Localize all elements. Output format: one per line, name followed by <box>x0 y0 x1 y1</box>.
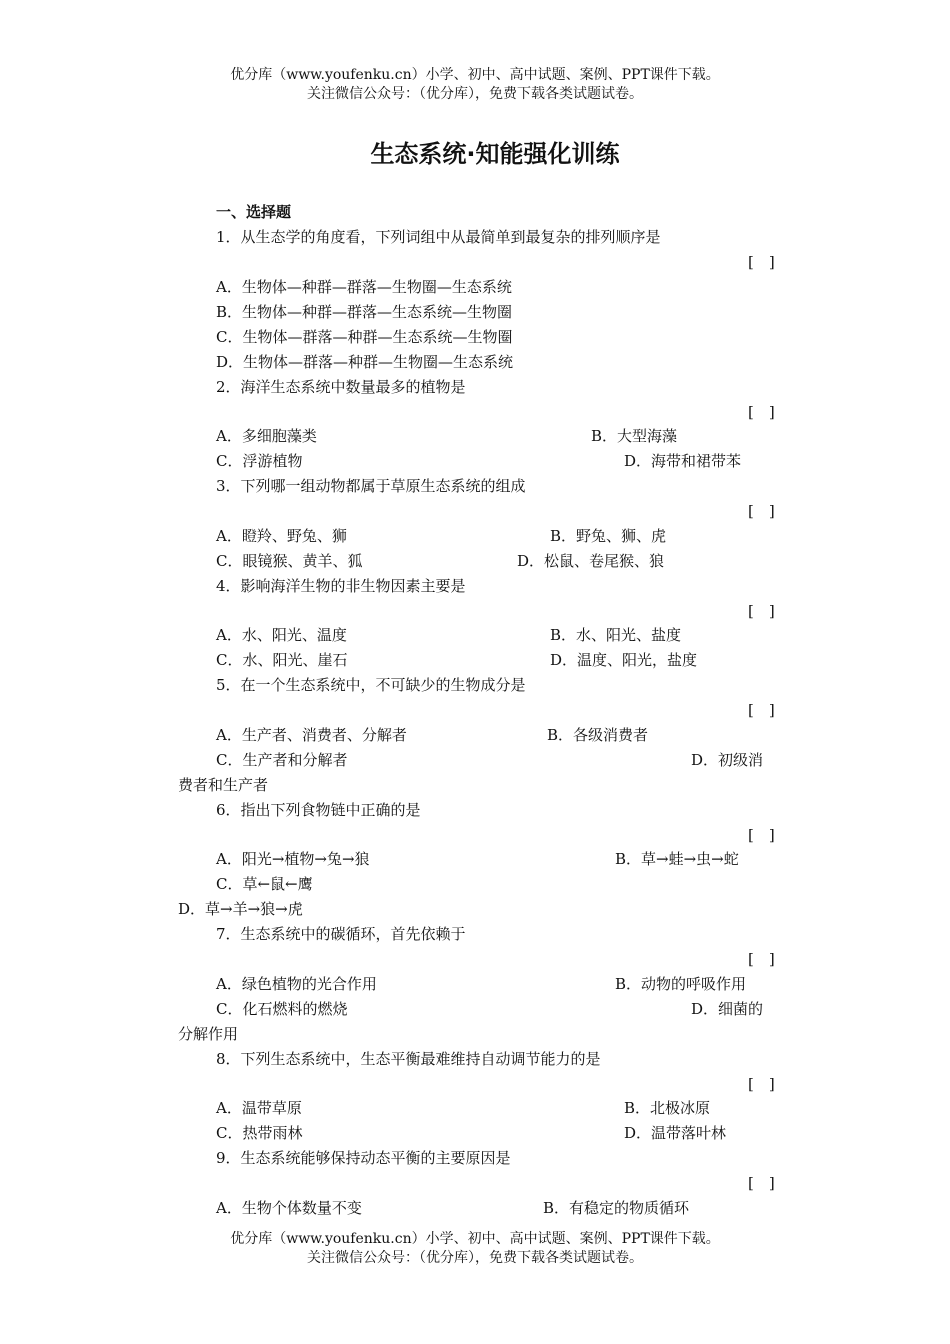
option: D．初级消 <box>691 751 764 769</box>
answer-bracket: [ ] <box>748 826 775 844</box>
option: B．动物的呼吸作用 <box>615 975 747 993</box>
option: D．生物体—群落—种群—生物圈—生态系统 <box>216 353 514 371</box>
option: A．温带草原 <box>216 1099 302 1117</box>
question-stem: 9．生态系统能够保持动态平衡的主要原因是 <box>216 1149 511 1167</box>
option: D．草→羊→狼→虎 <box>178 900 303 918</box>
question-stem: 1．从生态学的角度看，下列词组中从最简单到最复杂的排列顺序是 <box>216 228 661 246</box>
question-stem: 3．下列哪一组动物都属于草原生态系统的组成 <box>216 477 526 495</box>
option: A．生物体—种群—群落—生物圈—生态系统 <box>216 278 512 296</box>
option: D．温度、阳光，盐度 <box>550 651 698 669</box>
option: A．生物个体数量不变 <box>216 1199 362 1217</box>
option: D．细菌的 <box>691 1000 764 1018</box>
option: C．草←鼠←鹰 <box>216 875 313 893</box>
option: A．绿色植物的光合作用 <box>216 975 377 993</box>
option: B．生物体—种群—群落—生态系统—生物圈 <box>216 303 513 321</box>
question-stem: 6．指出下列食物链中正确的是 <box>216 801 421 819</box>
answer-bracket: [ ] <box>748 602 775 620</box>
answer-bracket: [ ] <box>748 950 775 968</box>
option: C．热带雨林 <box>216 1124 303 1142</box>
option: B．大型海藻 <box>591 427 678 445</box>
option: D．松鼠、卷尾猴、狼 <box>517 552 665 570</box>
page-title: 生态系统·知能强化训练 <box>370 140 620 168</box>
option: C．生产者和分解者 <box>216 751 348 769</box>
option: B．有稳定的物质循环 <box>543 1199 690 1217</box>
option: B．水、阳光、盐度 <box>550 626 682 644</box>
option: A．瞪羚、野兔、狮 <box>216 527 347 545</box>
option: C．水、阳光、崖石 <box>216 651 348 669</box>
option-wrap: 费者和生产者 <box>178 776 269 794</box>
option: B．各级消费者 <box>547 726 649 744</box>
option: A．阳光→植物→兔→狼 <box>216 850 370 868</box>
answer-bracket: [ ] <box>748 1075 775 1093</box>
answer-bracket: [ ] <box>748 403 775 421</box>
section-heading: 一、选择题 <box>216 203 292 221</box>
option: C．浮游植物 <box>216 452 303 470</box>
option: A．生产者、消费者、分解者 <box>216 726 407 744</box>
option: C．生物体—群落—种群—生态系统—生物圈 <box>216 328 513 346</box>
header-line-2: 关注微信公众号：（优分库），免费下载各类试题试卷。 <box>307 86 643 102</box>
answer-bracket: [ ] <box>748 1174 775 1192</box>
option: D．海带和裙带苯 <box>624 452 742 470</box>
option: D．温带落叶林 <box>624 1124 727 1142</box>
option-wrap: 分解作用 <box>178 1025 239 1043</box>
option: A．多细胞藻类 <box>216 427 317 445</box>
question-stem: 8．下列生态系统中，生态平衡最难维持自动调节能力的是 <box>216 1050 601 1068</box>
answer-bracket: [ ] <box>748 701 775 719</box>
header-line-1: 优分库（www.youfenku.cn）小学、初中、高中试题、案例、PPT课件下载。 <box>230 67 720 83</box>
footer-line-1: 优分库（www.youfenku.cn）小学、初中、高中试题、案例、PPT课件下载。 <box>230 1231 720 1247</box>
option: B．北极冰原 <box>624 1099 711 1117</box>
answer-bracket: [ ] <box>748 502 775 520</box>
option: A．水、阳光、温度 <box>216 626 347 644</box>
question-stem: 7．生态系统中的碳循环，首先依赖于 <box>216 925 466 943</box>
question-stem: 2．海洋生态系统中数量最多的植物是 <box>216 378 466 396</box>
option: C．化石燃料的燃烧 <box>216 1000 348 1018</box>
option: B．草→蛙→虫→蛇 <box>615 850 739 868</box>
question-stem: 5．在一个生态系统中，不可缺少的生物成分是 <box>216 676 526 694</box>
answer-bracket: [ ] <box>748 253 775 271</box>
option: B．野兔、狮、虎 <box>550 527 667 545</box>
question-stem: 4．影响海洋生物的非生物因素主要是 <box>216 577 466 595</box>
footer-line-2: 关注微信公众号：（优分库），免费下载各类试题试卷。 <box>307 1250 643 1266</box>
option: C．眼镜猴、黄羊、狐 <box>216 552 363 570</box>
